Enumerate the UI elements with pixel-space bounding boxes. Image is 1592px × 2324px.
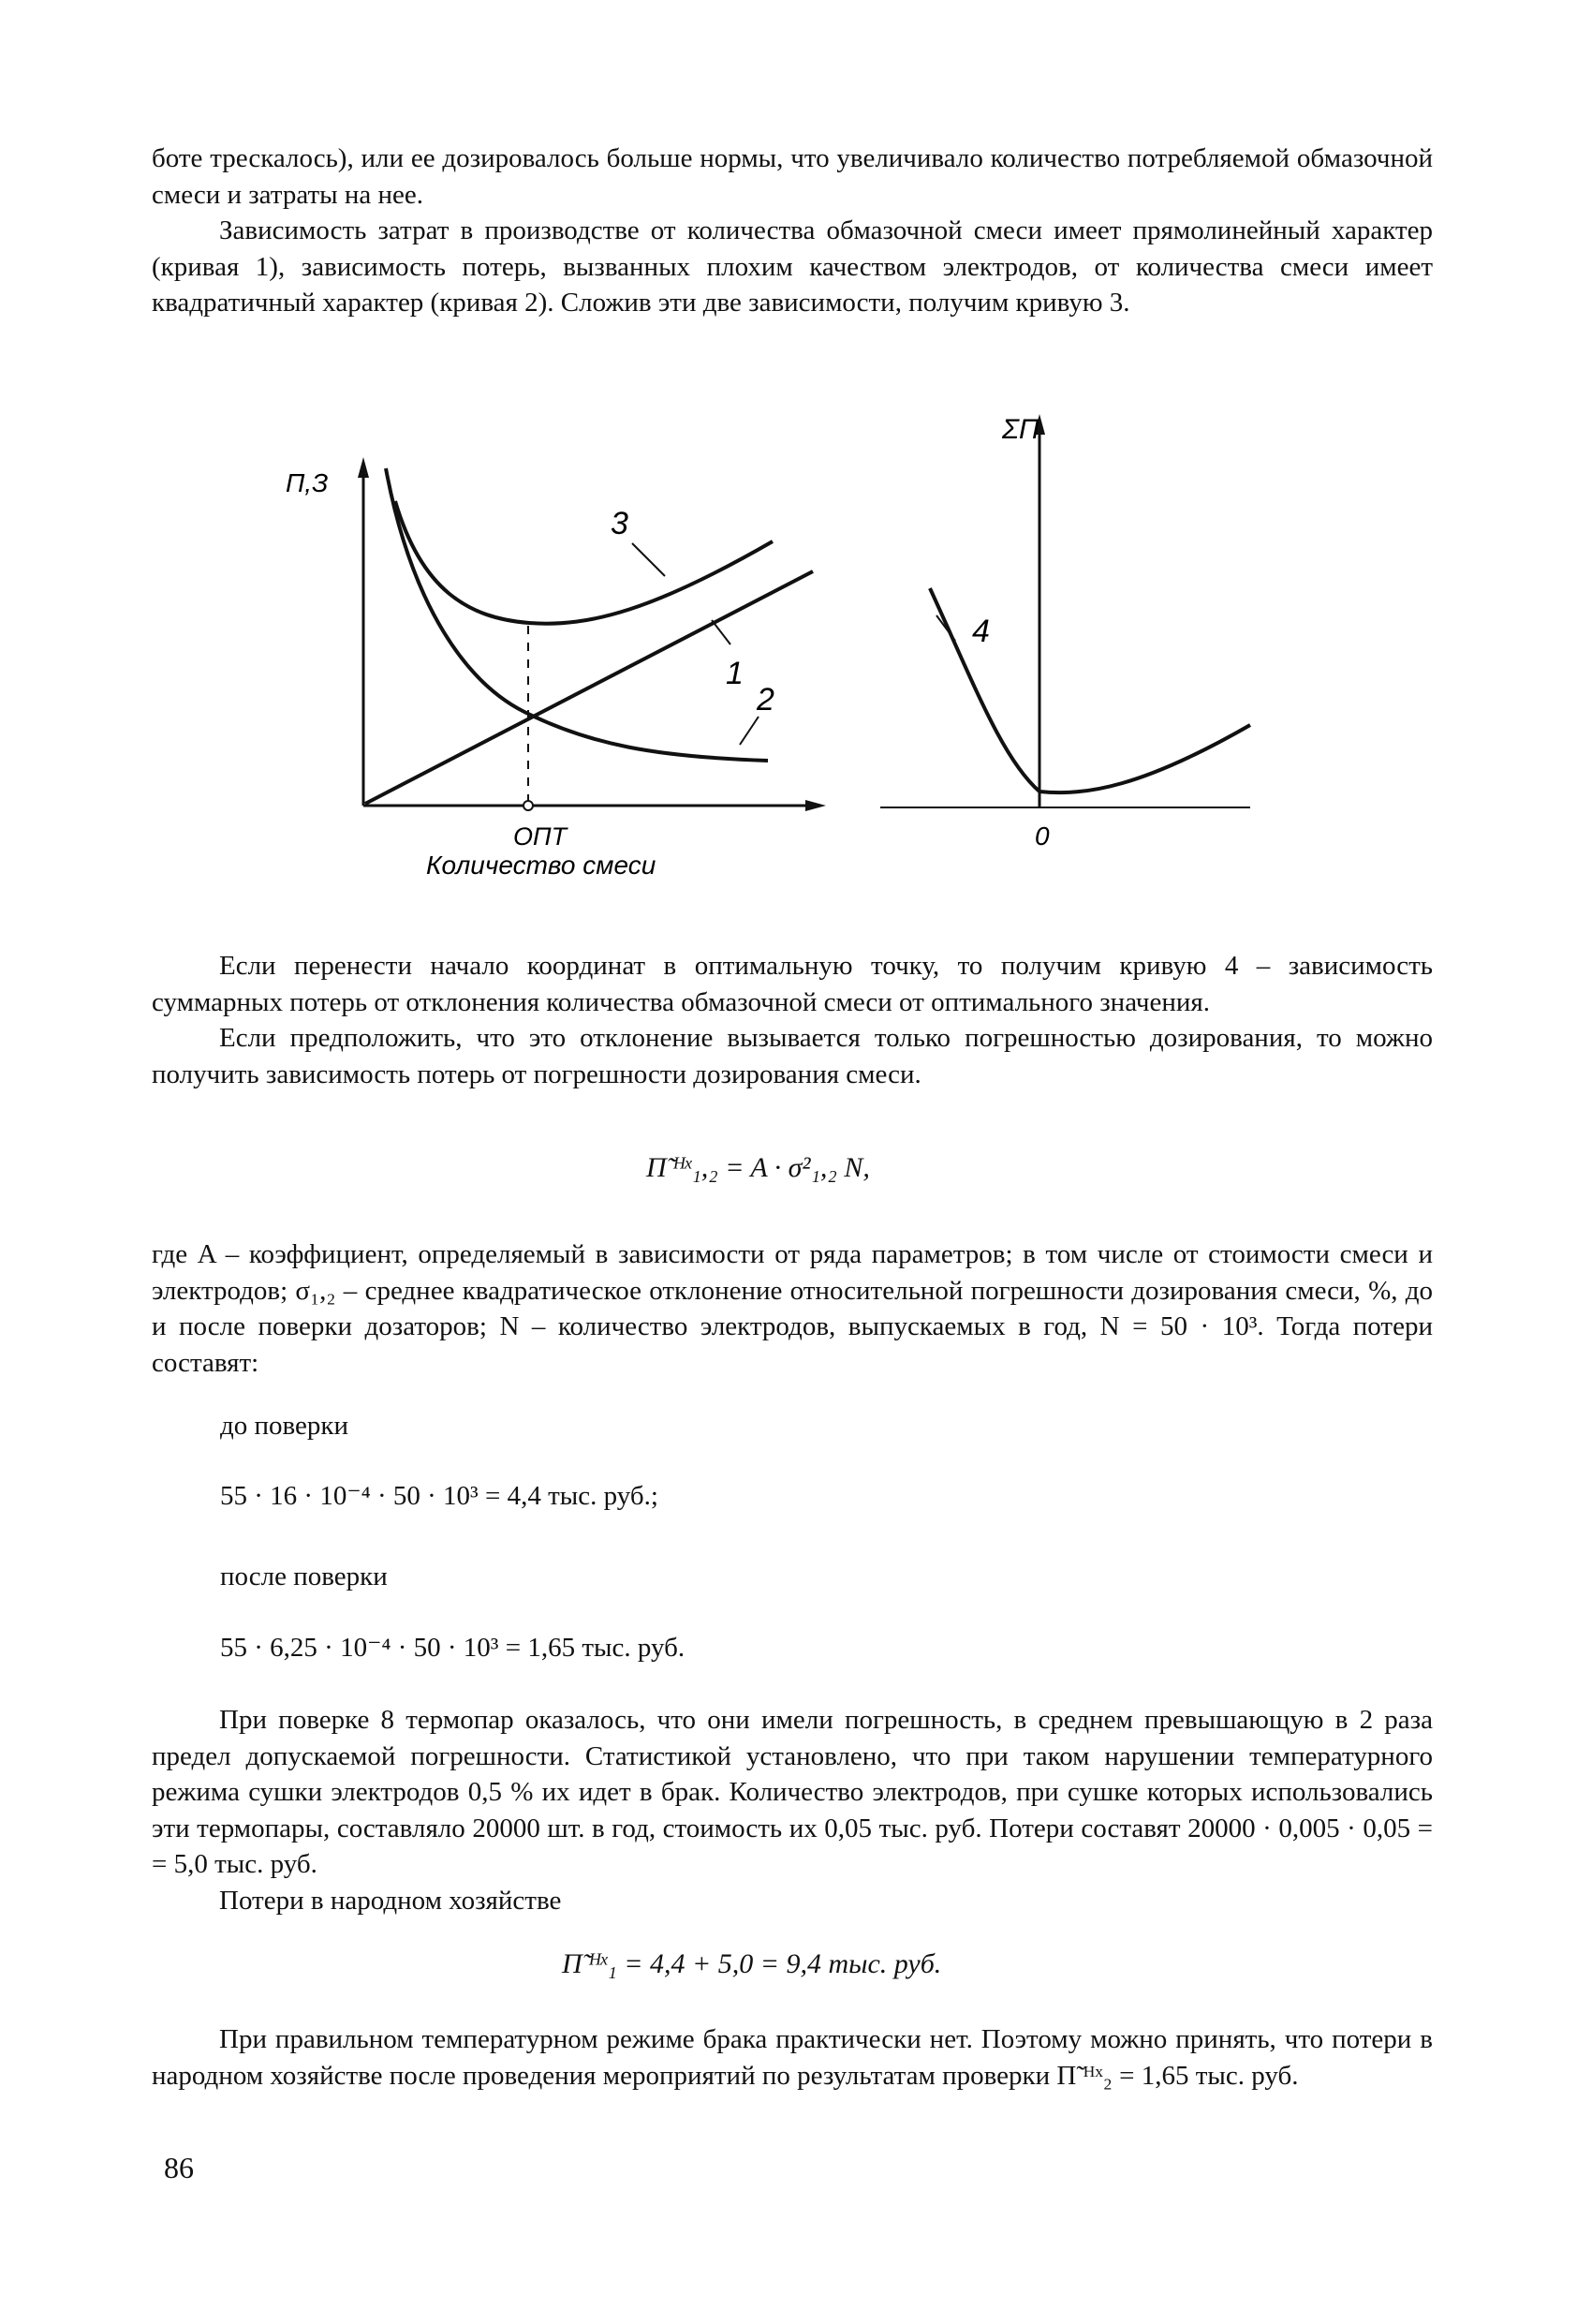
left-x-arrow (805, 800, 826, 811)
left-chart (358, 457, 826, 811)
paragraph-shift-origin: Если перенести начало координат в оптимальную точку, то получим кривую 4 – зависимость суммарных потерь от отклонения количества обмазочной смеси от оптимального значения. (152, 951, 1433, 1017)
label-3-leader (632, 543, 665, 576)
paragraph-where: где A – коэффициент, определяемый в зависимости от ряда параметров; в том числе от стоимости смеси и электродов; σ₁,₂ – среднее квадратическое отклонение относительной погрешности дозирования смеси, %, до и после поверки дозаторов; N – количество электродов, выпускаемых в год, N = 50 · 10³. Тогда потери составят: (152, 1239, 1433, 1378)
figure-curves (281, 403, 1330, 890)
curve-2 (386, 468, 768, 761)
curve-3-label: 3 (611, 506, 628, 541)
paragraph-continued: боте трескалось), или ее дозировалось больше нормы, что увеличивало количество потребляемой обмазочной смеси и затраты на нее. (152, 143, 1433, 210)
figure-svg (281, 403, 1330, 890)
formula-total: П̃ ᴴˣ₁ = 4,4 + 5,0 = 9,4 тыс. руб. (562, 1948, 942, 1979)
x-tick-opt: ОПТ (513, 822, 568, 851)
paragraph-dosing-error: Если предположить, что это отклонение вызывается только погрешностью дозирования, то можно получить зависимость потерь от погрешности дозирования смеси. (152, 1023, 1433, 1089)
left-x-label: Количество смеси (426, 851, 656, 880)
curve-2-label: 2 (757, 682, 774, 718)
left-y-label: П,З (286, 468, 329, 497)
origin-label: 0 (1035, 822, 1050, 851)
thermo-text (152, 1702, 1433, 1919)
curve-4-label: 4 (972, 614, 990, 649)
paragraph-thermocouples: При поверке 8 термопар оказалось, что они имели погрешность, в среднем превышающую в 2 раза предел допускаемой погрешности. Статистикой установлено, что при таком нарушении температурного режима сушки электродов 0,5 % их идет в брак. Количество электродов, при сушке которых использовались эти термопары, составляло 20000 шт. в год, стоимость их 0,05 тыс. руб. Потери составят 20000 · 0,005 · 0,05 = = 5,0 тыс. руб. (152, 1705, 1433, 1880)
where-text (152, 1236, 1433, 1381)
final-text (152, 2021, 1433, 2094)
before-calculation: 55 · 16 · 10⁻⁴ · 50 · 10³ = 4,4 тыс. руб.; (220, 1481, 658, 1511)
right-y-label: ΣП (1002, 414, 1039, 445)
after-calculation: 55 · 6,25 · 10⁻⁴ · 50 · 10³ = 1,65 тыс. руб. (220, 1633, 685, 1663)
curve-1 (365, 571, 813, 804)
curve-1-label: 1 (726, 656, 744, 691)
optimum-point (523, 801, 533, 810)
right-chart (880, 414, 1250, 807)
top-text (152, 141, 1433, 321)
middle-text (152, 948, 1433, 1092)
before-label: до поверки (220, 1411, 349, 1441)
paragraph-final: При правильном температурном режиме брака практически нет. Поэтому можно принять, что потери в народном хозяйстве после проведения мероприятий по результатам проверки П̃ ᴴˣ₂ = 1,65 тыс. руб. (152, 2024, 1433, 2091)
label-1-leader (712, 620, 730, 644)
label-2-leader (740, 717, 759, 745)
page-number: 86 (164, 2151, 194, 2184)
paragraph-dependence: Зависимость затрат в производстве от количества обмазочной смеси имеет прямолинейный характер (кривая 1), зависимость потерь, вызванных плохим качеством электродов, от количества смеси имеет квадратичный характер (кривая 2). Сложив эти две зависимости, получим кривую 3. (152, 215, 1433, 318)
formula-losses: П̃ ᴴˣ₁,₂ = A · σ²₁,₂ N, (646, 1152, 870, 1183)
curve-3 (395, 501, 773, 624)
left-y-arrow (358, 457, 369, 478)
paragraph-national-losses: Потери в народном хозяйстве (219, 1885, 562, 1916)
after-label: после поверки (220, 1562, 388, 1591)
